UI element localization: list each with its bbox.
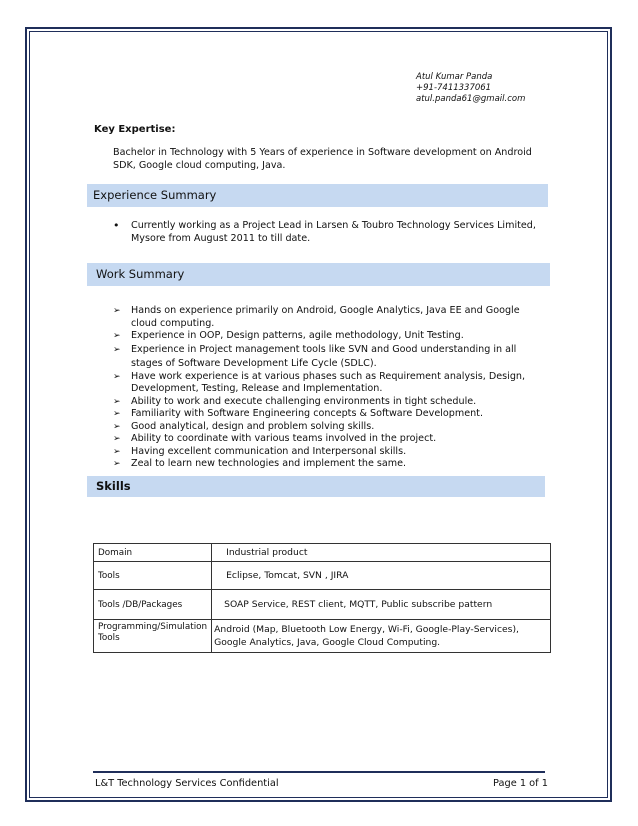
skill-value: SOAP Service, REST client, MQTT, Public subscribe pattern [212,590,551,620]
contact-name: Atul Kumar Panda [416,72,493,82]
skill-label: Tools /DB/Packages [94,590,212,620]
arrow-bullet-icon: ➢ [113,306,121,316]
list-item [113,433,546,446]
skill-label: Tools [94,562,212,590]
table-row [94,590,551,620]
skills-table [93,543,551,653]
skill-label: Programming/Simulation Tools [94,620,212,653]
footer-page-number: Page 1 of 1 [493,778,548,789]
footer-divider [93,771,545,773]
work-summary-heading: Work Summary [96,267,185,281]
work-item-text: Having excellent communication and Interpersonal skills. [131,445,407,457]
work-summary-bar [87,263,550,286]
skill-label: Domain [94,544,212,562]
list-item [113,446,546,459]
contact-block [416,72,525,105]
work-item-text: Ability to coordinate with various teams involved in the project. [131,433,437,444]
contact-email: atul.panda61@gmail.com [416,94,526,104]
arrow-bullet-icon: ➢ [113,421,121,432]
list-item [113,330,546,343]
list-item [113,343,546,371]
arrow-bullet-icon: ➢ [113,396,121,407]
arrow-bullet-icon: ➢ [113,459,121,469]
work-item-text: Experience in OOP, Design patterns, agile methodology, Unit Testing. [131,330,464,341]
list-item [113,220,546,245]
table-row [94,544,551,562]
table-row [94,620,551,653]
list-item [113,408,546,421]
work-item-text: Have work experience is at various phases such as Requirement analysis, Design, Development, Testing, Release and Implementation. [131,370,526,394]
key-expertise-text: Bachelor in Technology with 5 Years of experience in Software development on Android SDK, Google cloud computing, Java. [113,147,532,171]
work-item-text: Hands on experience primarily on Android, Google Analytics, Java EE and Google cloud computing. [131,305,520,329]
experience-summary-heading: Experience Summary [93,188,217,202]
arrow-bullet-icon: ➢ [113,409,121,419]
work-summary-list [113,305,546,471]
contact-phone: +91-7411337061 [416,83,492,93]
work-item-text: Experience in Project management tools like SVN and Good understanding in all stages of Software Development Life Cycle (SDLC). [131,343,517,369]
work-item-text: Familiarity with Software Engineering concepts & Software Development. [131,408,483,419]
arrow-bullet-icon: ➢ [113,446,121,457]
arrow-bullet-icon: ➢ [113,344,121,355]
skills-bar [87,476,545,497]
experience-summary-bar [87,184,548,207]
experience-list [113,220,546,245]
experience-item-text: Currently working as a Project Lead in Larsen & Toubro Technology Services Limited, Mysore from August 2011 to till date. [131,220,536,244]
arrow-bullet-icon: ➢ [113,331,121,341]
work-item-text: Ability to work and execute challenging environments in tight schedule. [131,395,477,407]
work-item-text: Zeal to learn new technologies and implement the same. [131,458,407,469]
table-row [94,562,551,590]
list-item [113,396,546,409]
arrow-bullet-icon: ➢ [113,434,121,444]
key-expertise-heading: Key Expertise: [94,124,176,135]
skill-value: Eclipse, Tomcat, SVN , JIRA [212,562,551,590]
list-item [113,371,546,396]
skill-value: Android (Map, Bluetooth Low Energy, Wi-Fi, Google-Play-Services), Google Analytics, Java, Google Cloud Computing. [212,620,551,653]
arrow-bullet-icon: ➢ [113,371,121,382]
footer-confidential: L&T Technology Services Confidential [95,778,279,789]
list-item [113,305,546,330]
skill-value: Industrial product [212,544,551,562]
list-item [113,458,546,471]
bullet-dot-icon: • [113,219,120,232]
list-item [113,421,546,434]
work-item-text: Good analytical, design and problem solving skills. [131,420,375,432]
skills-heading: Skills [96,479,131,493]
